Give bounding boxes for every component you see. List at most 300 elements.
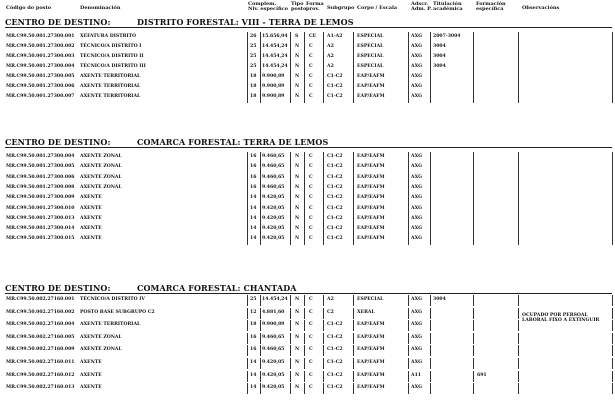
column-rule <box>518 383 519 394</box>
header-formacion: Formación <box>476 1 506 7</box>
cell-adscricion: AXG <box>411 64 423 69</box>
cell-titulacion: 3004 <box>433 54 446 59</box>
cell-tipo-posto: N <box>295 44 300 49</box>
cell-codigo: MR.C99.50.002.27160.009 <box>6 347 75 353</box>
cell-nivel: 14 <box>250 226 257 232</box>
cell-adscricion: AXG <box>411 215 423 221</box>
cell-adscricion: AXG <box>411 309 423 315</box>
column-rule <box>247 308 248 319</box>
cell-complemento: 9.420,05 <box>262 385 285 391</box>
column-rule <box>473 234 474 245</box>
cell-complemento: 9.460,65 <box>262 184 285 190</box>
header-academica: académica <box>433 6 463 12</box>
cell-forma-prov: C <box>309 164 313 170</box>
column-rule <box>290 371 291 382</box>
cell-corpo-escala: EAP/EAFM <box>357 174 385 180</box>
cell-subgrupo: C1-C2 <box>327 164 343 170</box>
cell-codigo: MR.C99.50.001.27300.006 <box>6 84 75 89</box>
cell-tipo-posto: N <box>295 174 300 180</box>
column-rule <box>290 234 291 245</box>
cell-complemento: 9.460,65 <box>262 174 285 180</box>
column-rule <box>260 92 261 103</box>
cell-corpo-escala: ESPECIAL <box>357 64 384 69</box>
cell-forma-prov: C <box>309 205 313 211</box>
cell-subgrupo: A2 <box>327 44 334 49</box>
column-rule <box>473 333 474 344</box>
cell-complemento: 9.900,89 <box>262 322 285 328</box>
cell-tipo-posto: N <box>295 372 300 378</box>
cell-denominacion: AXENTE ZONAL <box>80 154 122 159</box>
cell-denominacion: AXENTE <box>80 360 102 365</box>
cell-denominacion: AXENTE ZONAL <box>80 334 122 340</box>
column-rule <box>323 333 324 344</box>
cell-corpo-escala: EAP/EAFM <box>357 385 385 391</box>
cell-denominacion: AXENTE <box>80 236 102 242</box>
column-rule <box>247 345 248 356</box>
cell-forma-prov: C <box>309 84 313 89</box>
column-rule <box>612 320 613 331</box>
cell-codigo: MR.C99.50.001.27300.005 <box>6 164 75 170</box>
cell-corpo-escala: ESPECIAL <box>357 34 384 39</box>
column-rule <box>612 358 613 369</box>
cell-denominacion: XEFATURA DISTRITO <box>80 34 137 39</box>
cell-tipo-posto: N <box>295 154 300 159</box>
column-rule <box>323 358 324 369</box>
column-rule <box>290 358 291 369</box>
column-rule <box>353 358 354 369</box>
cell-subgrupo: C1-C2 <box>327 94 343 99</box>
cell-adscricion: AXG <box>411 174 423 180</box>
column-rule <box>430 333 431 344</box>
cell-nivel: 16 <box>250 164 257 170</box>
cell-subgrupo: C1-C2 <box>327 154 343 159</box>
cell-denominacion: AXENTE <box>80 215 102 221</box>
cell-corpo-escala: EAP/EAFM <box>357 74 385 79</box>
column-rule <box>430 371 431 382</box>
column-rule <box>518 371 519 382</box>
cell-adscricion: AXG <box>411 94 423 99</box>
column-rule <box>247 358 248 369</box>
table-row <box>0 92 615 103</box>
column-rule <box>430 358 431 369</box>
cell-forma-prov: C <box>309 226 313 232</box>
cell-complemento: 14.454,24 <box>262 64 288 69</box>
cell-denominacion: TÉCNICO/A DISTRITO IV <box>80 297 145 302</box>
column-rule <box>304 345 305 356</box>
cell-adscricion: AXG <box>411 334 423 340</box>
column-rule <box>247 333 248 344</box>
cell-codigo: MR.C99.50.002.27160.013 <box>6 385 75 391</box>
cell-nivel: 25 <box>250 54 257 59</box>
cell-adscricion: AXG <box>411 54 423 59</box>
cell-codigo: MR.C99.50.001.27300.002 <box>6 44 75 49</box>
cell-corpo-escala: EAP/EAFM <box>357 84 385 89</box>
column-rule <box>408 358 409 369</box>
cell-corpo-escala: XERAL <box>357 309 375 315</box>
column-rule <box>518 295 519 306</box>
column-rule <box>612 333 613 344</box>
cell-nivel: 18 <box>250 94 257 99</box>
cell-subgrupo: C1-C2 <box>327 385 343 391</box>
column-rule <box>260 320 261 331</box>
cell-forma-prov: C <box>309 297 313 302</box>
cell-tipo-posto: N <box>295 64 300 69</box>
cell-subgrupo: C1-C2 <box>327 174 343 180</box>
cell-subgrupo: C1-C2 <box>327 84 343 89</box>
cell-codigo: MR.C99.50.001.27300.001 <box>6 34 75 39</box>
column-rule <box>518 92 519 103</box>
column-rule <box>323 308 324 319</box>
cell-tipo-posto: N <box>295 236 300 242</box>
cell-tipo-posto: N <box>295 205 300 211</box>
column-rule <box>612 371 613 382</box>
cell-forma-prov: C <box>309 174 313 180</box>
cell-complemento: 14.454,24 <box>262 297 288 302</box>
section-divider <box>5 293 612 294</box>
cell-corpo-escala: EAP/EAFM <box>357 215 385 221</box>
cell-denominacion: AXENTE ZONAL <box>80 174 122 180</box>
cell-forma-prov: C <box>309 360 313 365</box>
cell-tipo-posto: N <box>295 226 300 232</box>
section-label: CENTRO DE DESTINO: <box>5 283 111 293</box>
cell-codigo: MR.C99.50.001.27300.003 <box>6 54 75 59</box>
column-rule <box>408 383 409 394</box>
cell-forma-prov: C <box>309 195 313 201</box>
cell-codigo: MR.C99.50.001.27300.004 <box>6 64 75 69</box>
cell-corpo-escala: EAP/EAFM <box>357 195 385 201</box>
cell-corpo-escala: EAP/EAFM <box>357 334 385 340</box>
cell-adscricion: AXG <box>411 226 423 232</box>
cell-nivel: 14 <box>250 215 257 221</box>
cell-corpo-escala: ESPECIAL <box>357 54 384 59</box>
section-divider <box>5 147 612 148</box>
cell-tipo-posto: N <box>295 84 300 89</box>
column-rule <box>353 320 354 331</box>
table-row <box>0 345 615 356</box>
cell-subgrupo: C1-C2 <box>327 74 343 79</box>
cell-corpo-escala: EAP/EAFM <box>357 226 385 232</box>
cell-codigo: MR.C99.50.001.27300.014 <box>6 226 75 232</box>
cell-forma-prov: C <box>309 94 313 99</box>
column-rule <box>518 320 519 331</box>
cell-denominacion: TÉCNICO/A DISTRITO I <box>80 44 142 49</box>
column-rule <box>518 234 519 245</box>
cell-subgrupo: A2 <box>327 54 334 59</box>
column-rule <box>260 371 261 382</box>
column-rule <box>430 383 431 394</box>
cell-subgrupo: A1-A2 <box>327 34 343 39</box>
column-rule <box>473 345 474 356</box>
cell-forma-prov: C <box>309 64 313 69</box>
header-complem: Complem. <box>248 1 277 7</box>
column-rule <box>612 383 613 394</box>
cell-subgrupo: C1-C2 <box>327 322 343 328</box>
table-row <box>0 358 615 369</box>
column-rule <box>304 371 305 382</box>
cell-subgrupo: A2 <box>327 64 334 69</box>
column-rule <box>304 92 305 103</box>
cell-codigo: MR.C99.50.001.27300.013 <box>6 215 75 221</box>
cell-subgrupo: C1-C2 <box>327 215 343 221</box>
cell-nivel: 12 <box>250 309 257 315</box>
cell-denominacion: TÉCNICO/A DISTRITO II <box>80 54 144 59</box>
cell-adscricion: AXG <box>411 347 423 353</box>
cell-titulacion: 2007-3004 <box>433 34 461 39</box>
header-adscr: Adscr. <box>411 1 429 7</box>
cell-subgrupo: C2 <box>327 309 334 315</box>
cell-tipo-posto: N <box>295 360 300 365</box>
cell-tipo-posto: N <box>295 297 300 302</box>
column-rule <box>430 345 431 356</box>
column-rule <box>430 92 431 103</box>
cell-tipo-posto: N <box>295 385 300 391</box>
cell-tipo-posto: N <box>295 164 300 170</box>
cell-subgrupo: C1-C2 <box>327 347 343 353</box>
header-tipo: Tipo <box>291 1 304 7</box>
column-rule <box>304 333 305 344</box>
cell-corpo-escala: EAP/EAFM <box>357 164 385 170</box>
header-posto: posto <box>291 6 307 12</box>
cell-subgrupo: C1-C2 <box>327 195 343 201</box>
cell-complemento: 9.900,89 <box>262 74 285 79</box>
column-rule <box>518 358 519 369</box>
cell-tipo-posto: N <box>295 184 300 190</box>
column-rule <box>323 295 324 306</box>
cell-formacion: 691 <box>477 372 487 378</box>
cell-complemento: 9.420,05 <box>262 236 285 242</box>
cell-denominacion: AXENTE ZONAL <box>80 184 122 190</box>
cell-complemento: 14.454,24 <box>262 44 288 49</box>
cell-complemento: 9.420,05 <box>262 195 285 201</box>
cell-adscricion: AXG <box>411 236 423 242</box>
cell-forma-prov: C <box>309 236 313 242</box>
column-rule <box>408 320 409 331</box>
cell-nivel: 14 <box>250 205 257 211</box>
cell-forma-prov: C <box>309 154 313 159</box>
column-rule <box>473 92 474 103</box>
section-title <box>5 17 354 27</box>
column-rule <box>473 383 474 394</box>
column-rule <box>408 345 409 356</box>
header-observacions: Observacións <box>522 5 560 11</box>
column-rule <box>247 295 248 306</box>
column-rule <box>408 92 409 103</box>
cell-complemento: 9.460,65 <box>262 334 285 340</box>
cell-complemento: 9.460,65 <box>262 164 285 170</box>
column-rule <box>408 295 409 306</box>
cell-nivel: 25 <box>250 297 257 302</box>
column-rule <box>323 371 324 382</box>
column-rule <box>260 383 261 394</box>
column-rule <box>353 92 354 103</box>
table-row <box>0 295 615 306</box>
cell-corpo-escala: EAP/EAFM <box>357 372 385 378</box>
column-rule <box>612 234 613 245</box>
section-label: CENTRO DE DESTINO: <box>5 137 111 147</box>
column-rule <box>304 234 305 245</box>
column-rule <box>260 345 261 356</box>
cell-adscricion: AXG <box>411 184 423 190</box>
column-rule <box>290 92 291 103</box>
table-row <box>0 383 615 394</box>
column-rule <box>247 371 248 382</box>
header-niv-especifico: Niv. específico <box>248 6 288 12</box>
cell-forma-prov: C <box>309 184 313 190</box>
cell-nivel: 14 <box>250 236 257 242</box>
cell-adscricion: A11 <box>411 372 421 378</box>
column-rule <box>473 308 474 319</box>
cell-complemento: 9.420,05 <box>262 372 285 378</box>
column-rule <box>408 308 409 319</box>
cell-nivel: 14 <box>250 372 257 378</box>
column-rule <box>290 345 291 356</box>
cell-adscricion: AXG <box>411 44 423 49</box>
cell-complemento: 9.420,05 <box>262 226 285 232</box>
cell-corpo-escala: EAP/EAFM <box>357 154 385 159</box>
cell-corpo-escala: ESPECIAL <box>357 44 384 49</box>
header-forma: Forma <box>306 1 324 7</box>
cell-subgrupo: C1-C2 <box>327 360 343 365</box>
column-rule <box>247 92 248 103</box>
cell-nivel: 26 <box>250 34 257 39</box>
cell-denominacion: TÉCNICO/A DISTRITO III <box>80 64 146 69</box>
cell-forma-prov: C <box>309 54 313 59</box>
cell-complemento: 9.900,89 <box>262 84 285 89</box>
cell-nivel: 16 <box>250 154 257 159</box>
cell-corpo-escala: EAP/EAFM <box>357 360 385 365</box>
cell-subgrupo: C1-C2 <box>327 372 343 378</box>
column-rule <box>430 295 431 306</box>
cell-corpo-escala: ESPECIAL <box>357 297 384 302</box>
cell-subgrupo: C1-C2 <box>327 226 343 232</box>
section-name: DISTRITO FORESTAL: VIII - TERRA DE LEMOS <box>137 17 354 27</box>
column-rule <box>408 234 409 245</box>
cell-nivel: 16 <box>250 184 257 190</box>
cell-nivel: 18 <box>250 322 257 328</box>
header-subgrupo: Subgrupo <box>327 5 355 11</box>
cell-complemento: 14.454,24 <box>262 54 288 59</box>
cell-adscricion: AXG <box>411 154 423 159</box>
column-rule <box>290 308 291 319</box>
cell-complemento: 9.460,65 <box>262 154 285 159</box>
cell-tipo-posto: N <box>295 195 300 201</box>
cell-corpo-escala: EAP/EAFM <box>357 184 385 190</box>
cell-nivel: 14 <box>250 360 257 365</box>
cell-codigo: MR.C99.50.002.27160.004 <box>6 322 75 328</box>
cell-codigo: MR.C99.50.001.27300.009 <box>6 195 75 201</box>
cell-tipo-posto: N <box>295 347 300 353</box>
cell-subgrupo: C1-C2 <box>327 236 343 242</box>
cell-nivel: 18 <box>250 74 257 79</box>
column-rule <box>260 333 261 344</box>
column-rule <box>260 234 261 245</box>
cell-denominacion: AXENTE TERRITORIAL <box>80 322 141 328</box>
cell-denominacion: POSTO BASE SUBGRUPO C2 <box>80 309 155 315</box>
cell-codigo: MR.C99.50.001.27300.010 <box>6 205 75 211</box>
cell-adscricion: AXG <box>411 297 423 302</box>
column-rule <box>473 295 474 306</box>
column-rule <box>353 308 354 319</box>
cell-codigo: MR.C99.50.002.27160.002 <box>6 309 75 315</box>
header-adm-p: Adm. P. <box>411 6 432 12</box>
cell-complemento: 4.881,60 <box>262 309 285 315</box>
cell-observacions: OCUPADO POR PERSOAL LABORAL FIXO A EXTINGUIR <box>522 312 600 323</box>
cell-tipo-posto: N <box>295 74 300 79</box>
cell-codigo: MR.C99.50.001.27300.004 <box>6 154 75 159</box>
table-row <box>0 371 615 382</box>
cell-nivel: 25 <box>250 64 257 69</box>
column-rule <box>518 308 519 319</box>
column-rule <box>518 333 519 344</box>
cell-forma-prov: C <box>309 385 313 391</box>
cell-adscricion: AXG <box>411 205 423 211</box>
cell-forma-prov: C <box>309 347 313 353</box>
cell-corpo-escala: EAP/EAFM <box>357 322 385 328</box>
column-rule <box>612 345 613 356</box>
cell-complemento: 9.420,05 <box>262 215 285 221</box>
cell-subgrupo: C1-C2 <box>327 334 343 340</box>
cell-denominacion: AXENTE <box>80 205 102 211</box>
header-corpo-escala: Corpo / Escala <box>357 5 398 11</box>
cell-titulacion: 3004 <box>433 64 446 69</box>
cell-complemento: 15.656,04 <box>262 34 288 39</box>
cell-complemento: 9.460,65 <box>262 347 285 353</box>
cell-forma-prov: C <box>309 334 313 340</box>
section-title <box>5 137 328 147</box>
cell-subgrupo: A2 <box>327 297 334 302</box>
cell-denominacion: AXENTE ZONAL <box>80 164 122 170</box>
cell-codigo: MR.C99.50.002.27160.012 <box>6 372 75 378</box>
column-rule <box>323 383 324 394</box>
cell-corpo-escala: EAP/EAFM <box>357 205 385 211</box>
table-row <box>0 234 615 245</box>
cell-forma-prov: C <box>309 44 313 49</box>
cell-codigo: MR.C99.50.001.27300.006 <box>6 174 75 180</box>
column-rule <box>353 383 354 394</box>
header-especifica: específica <box>476 6 504 12</box>
column-rule <box>408 371 409 382</box>
column-rule <box>304 308 305 319</box>
column-rule <box>353 345 354 356</box>
column-rule <box>353 371 354 382</box>
table-row <box>0 308 615 323</box>
cell-denominacion: AXENTE ZONAL <box>80 347 122 353</box>
column-rule <box>290 333 291 344</box>
cell-adscricion: AXG <box>411 322 423 328</box>
cell-codigo: MR.C99.50.001.27300.005 <box>6 74 75 79</box>
section-label: CENTRO DE DESTINO: <box>5 17 111 27</box>
column-rule <box>304 295 305 306</box>
cell-codigo: MR.C99.50.002.27160.001 <box>6 297 75 302</box>
column-rule <box>260 358 261 369</box>
header-codigo: Código do posto <box>6 5 52 11</box>
cell-codigo: MR.C99.50.001.27300.007 <box>6 94 75 99</box>
cell-adscricion: AXG <box>411 195 423 201</box>
cell-codigo: MR.C99.50.001.27300.015 <box>6 236 75 242</box>
cell-corpo-escala: EAP/EAFM <box>357 236 385 242</box>
column-rule <box>353 333 354 344</box>
header-prov: prov. <box>306 6 320 12</box>
cell-forma-prov: C <box>309 372 313 378</box>
column-rule <box>473 320 474 331</box>
column-rule <box>473 371 474 382</box>
cell-tipo-posto: N <box>295 322 300 328</box>
cell-nivel: 18 <box>250 84 257 89</box>
cell-corpo-escala: EAP/EAFM <box>357 94 385 99</box>
cell-complemento: 9.420,05 <box>262 360 285 365</box>
column-rule <box>612 92 613 103</box>
cell-titulacion: 3004 <box>433 44 446 49</box>
